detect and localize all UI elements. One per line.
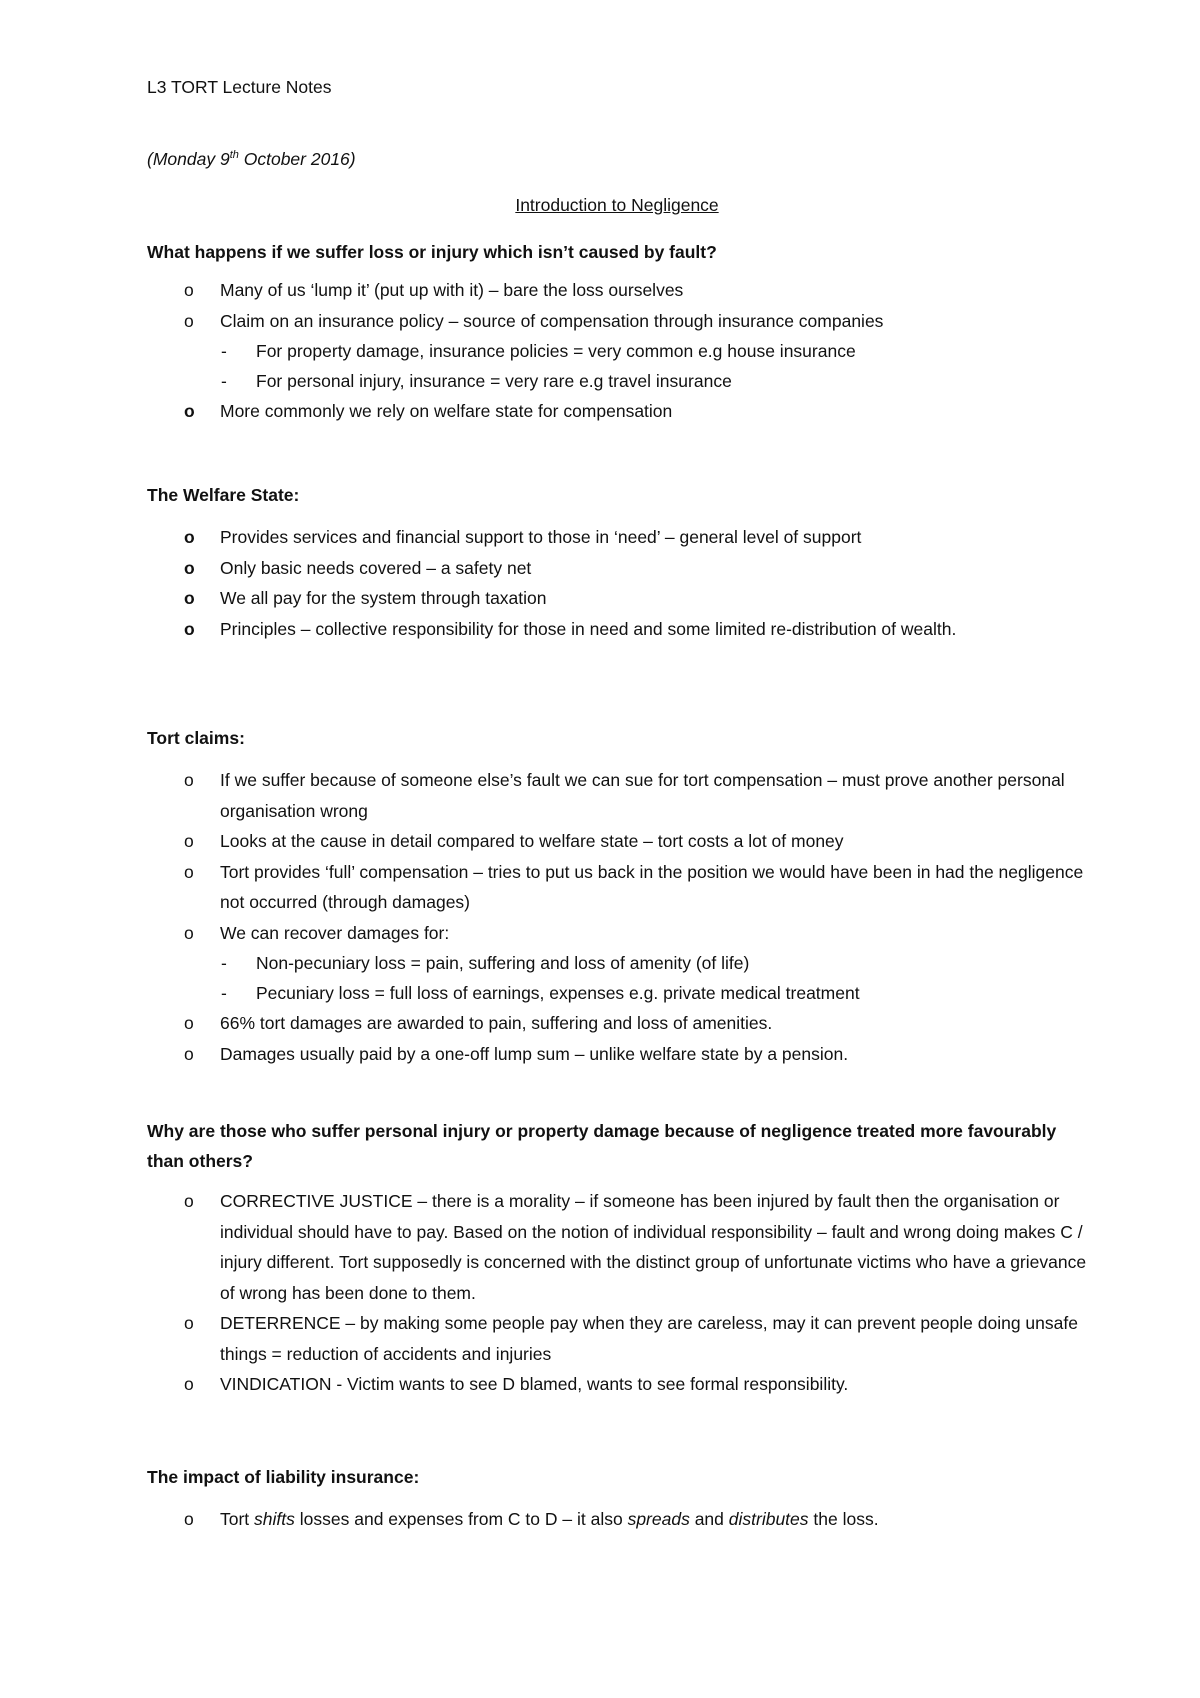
bullet-icon: o (184, 588, 195, 608)
bullet-icon: o (184, 401, 195, 421)
section-heading: The Welfare State: (147, 485, 300, 505)
list-item: o Tort shifts losses and expenses from C to D – it also spreads and distributes the loss. (147, 1504, 1087, 1535)
bullet-icon: o (184, 527, 195, 547)
date-suffix: October 2016) (238, 149, 356, 169)
bullet-icon: o (184, 1013, 194, 1033)
bullet-list (147, 1504, 1087, 1535)
list-item: o Looks at the cause in detail compared to welfare state – tort costs a lot of money (147, 826, 1087, 857)
section-tort-claims (147, 723, 1087, 1069)
section-heading: The impact of liability insurance: (147, 1467, 420, 1487)
section-favourable-treatment (147, 1116, 1087, 1400)
bullet-list (147, 522, 1087, 644)
dash-icon: - (221, 341, 227, 361)
bullet-list (147, 275, 1087, 427)
date-prefix: (Monday 9 (147, 149, 230, 169)
list-item: o Claim on an insurance policy – source of compensation through insurance companies (147, 306, 1087, 337)
sub-list-item: - Pecuniary loss = full loss of earnings, expenses e.g. private medical treatment (147, 978, 1087, 1008)
list-item: o Tort provides ‘full’ compensation – tries to put us back in the position we would have been in had the negligence not occurred (through damages) (147, 857, 1087, 918)
sub-list-item: - For personal injury, insurance = very rare e.g travel insurance (147, 366, 1087, 396)
section-fault (147, 237, 1087, 427)
list-item: o Many of us ‘lump it’ (put up with it) – bare the loss ourselves (147, 275, 1087, 306)
list-item: o We all pay for the system through taxation (147, 583, 1087, 614)
bullet-list (147, 765, 1087, 1069)
list-item: o More commonly we rely on welfare state for compensation (147, 396, 1087, 427)
dash-icon: - (221, 371, 227, 391)
bullet-icon: o (184, 770, 194, 790)
sub-list-item: - For property damage, insurance policies = very common e.g house insurance (147, 336, 1087, 366)
list-item: o Principles – collective responsibility for those in need and some limited re-distribution of wealth. (147, 614, 1087, 645)
lecture-date (147, 144, 1087, 174)
section-heading: Tort claims: (147, 728, 245, 748)
date-sup: th (229, 149, 239, 162)
bullet-icon: o (184, 557, 195, 578)
dash-icon: - (221, 983, 227, 1003)
bullet-icon: o (184, 310, 194, 331)
list-item: o We can recover damages for: (147, 918, 1087, 949)
bullet-icon: o (184, 1191, 194, 1211)
section-liability-insurance (147, 1462, 1087, 1535)
bullet-list (147, 1186, 1087, 1400)
bullet-icon: o (184, 1509, 194, 1529)
list-item: o VINDICATION - Victim wants to see D blamed, wants to see formal responsibility. (147, 1369, 1087, 1400)
list-item: o CORRECTIVE JUSTICE – there is a morality – if someone has been injured by fault then the organisation or individual should have to pay. Based on the notion of individual responsibility – fault and wrong doing makes C / injury different. Tort supposedly is concerned with the distinct group of unfortunate victims who have a grievance of wrong has been done to them. (147, 1186, 1087, 1308)
bullet-icon: o (184, 1043, 194, 1064)
bullet-icon: o (184, 618, 195, 639)
dash-icon: - (221, 953, 227, 973)
header-title: L3 TORT Lecture Notes (147, 77, 332, 97)
list-item: o 66% tort damages are awarded to pain, suffering and loss of amenities. (147, 1008, 1087, 1039)
sub-list-item: - Non-pecuniary loss = pain, suffering and loss of amenity (of life) (147, 948, 1087, 978)
list-item: o If we suffer because of someone else’s fault we can sue for tort compensation – must prove another personal organisation wrong (147, 765, 1087, 826)
bullet-icon: o (184, 831, 194, 851)
section-heading: What happens if we suffer loss or injury which isn’t caused by fault? (147, 242, 717, 262)
list-item: o Damages usually paid by a one-off lump sum – unlike welfare state by a pension. (147, 1039, 1087, 1070)
bullet-icon: o (184, 922, 194, 943)
list-item: o DETERRENCE – by making some people pay when they are careless, may it can prevent people doing unsafe things = reduction of accidents and injuries (147, 1308, 1087, 1369)
section-heading: Why are those who suffer personal injury or property damage because of negligence treated more favourably than others? (147, 1121, 1057, 1171)
document-header (147, 72, 1087, 102)
bullet-icon: o (184, 280, 194, 300)
bullet-icon: o (184, 861, 194, 882)
section-welfare-state (147, 480, 1087, 644)
bullet-icon: o (184, 1313, 194, 1333)
list-item: o Provides services and financial support to those in ‘need’ – general level of support (147, 522, 1087, 553)
title-block (147, 190, 1087, 220)
list-item: o Only basic needs covered – a safety net (147, 553, 1087, 584)
document-title: Introduction to Negligence (515, 195, 719, 215)
bullet-icon: o (184, 1374, 194, 1394)
